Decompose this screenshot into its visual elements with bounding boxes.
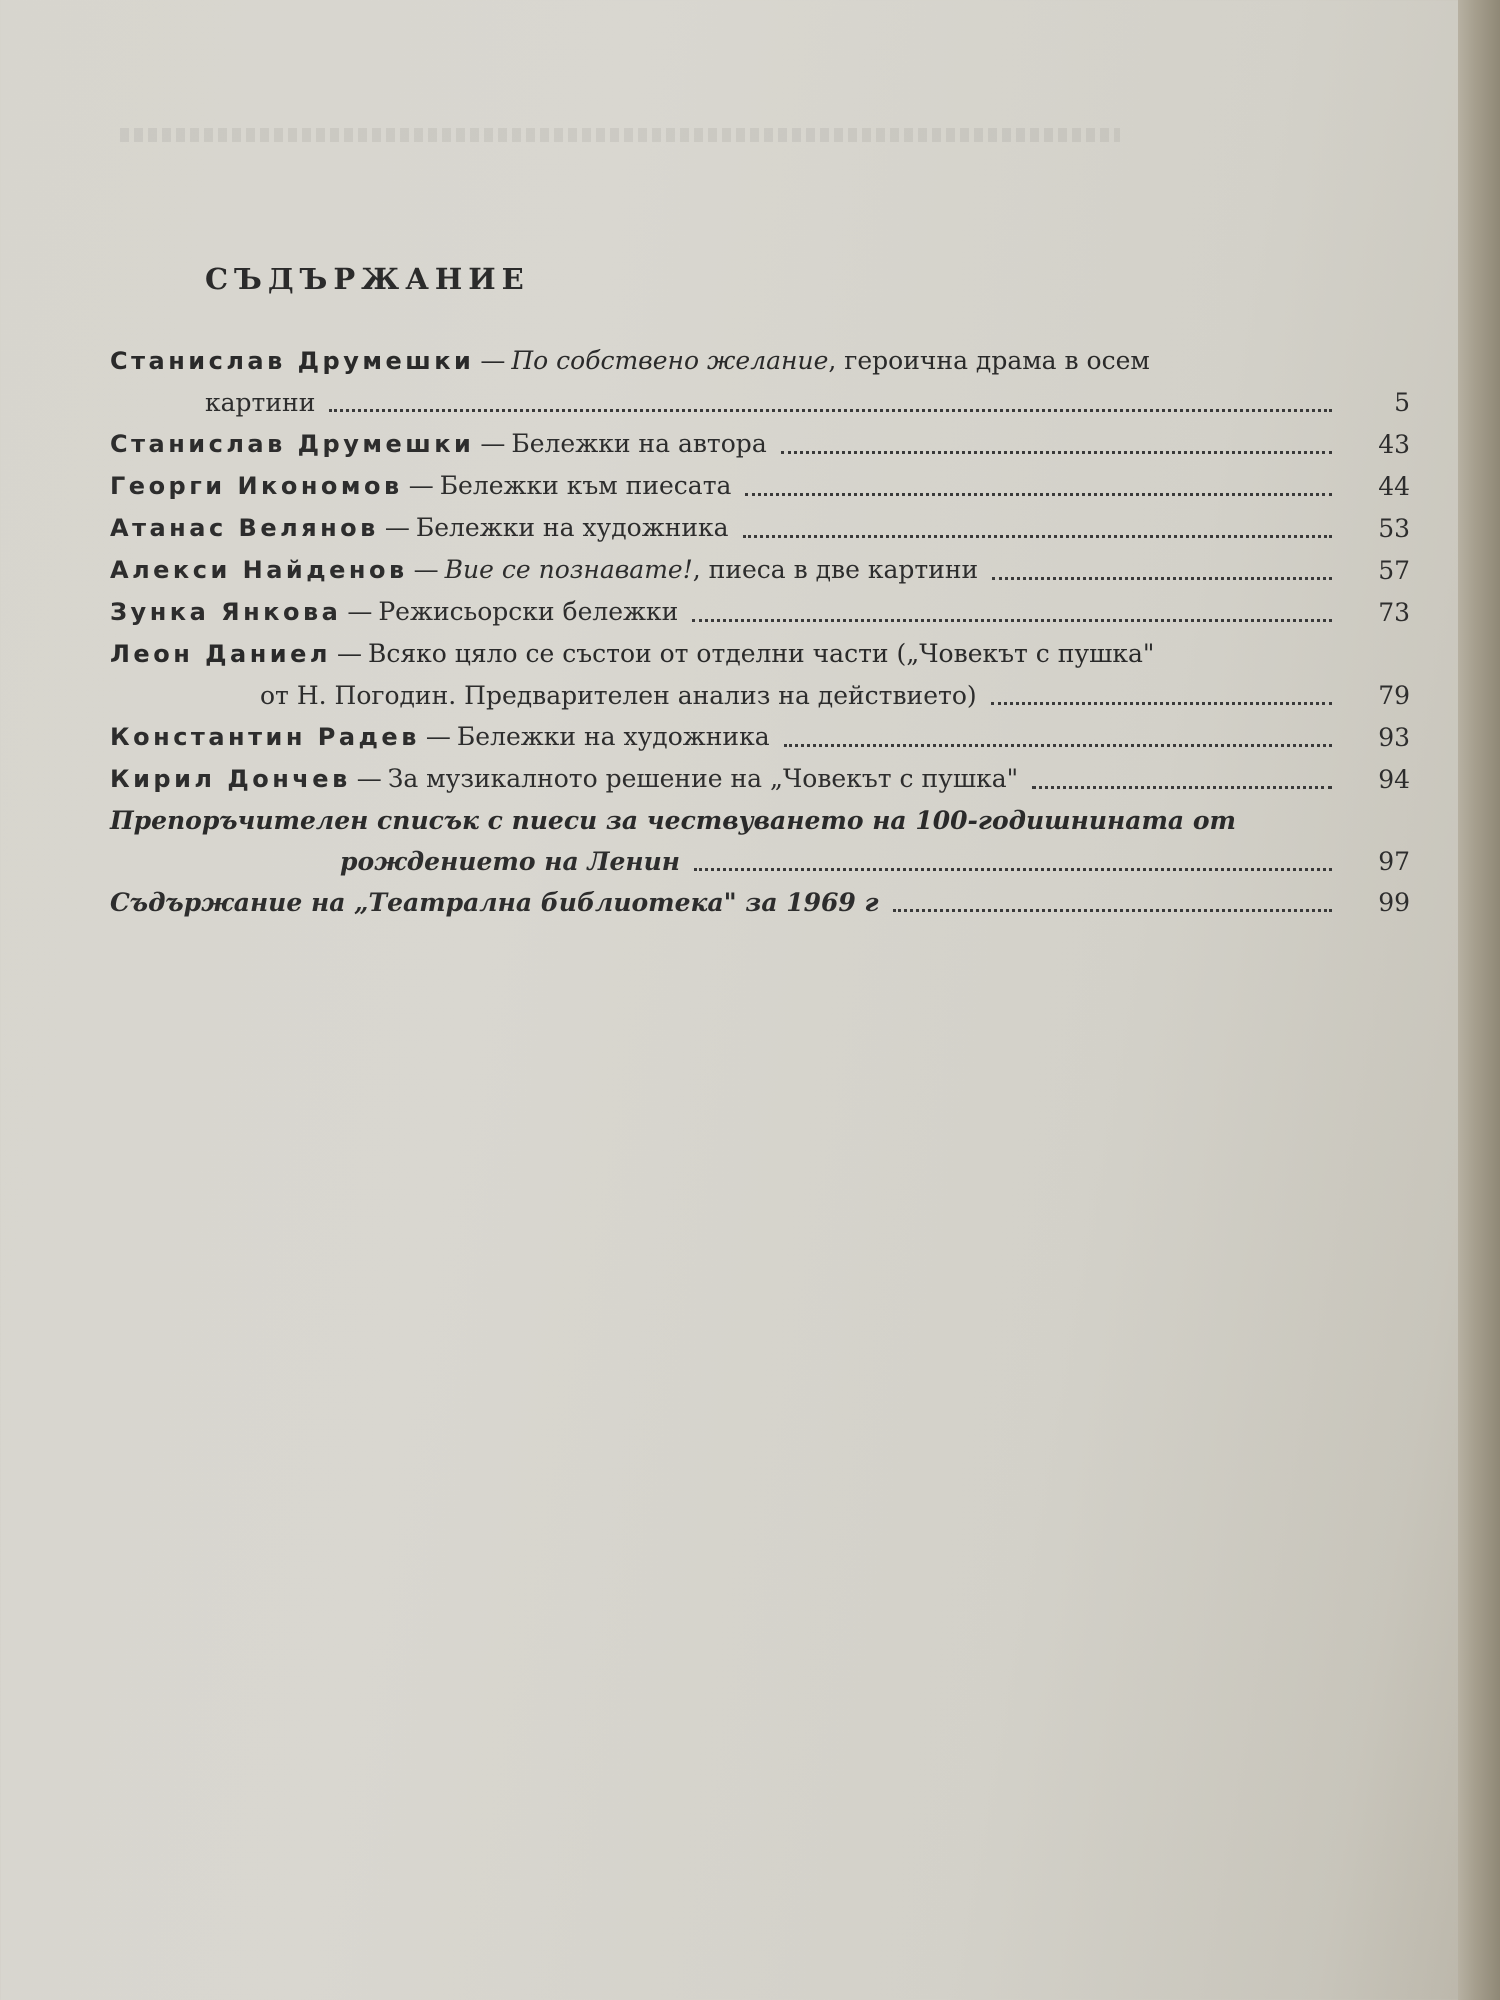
toc-entry-5: [110, 549, 1410, 591]
entry-author: Атанас Велянов: [110, 514, 379, 542]
entry-title-cont: от Н. Погодин. Предварителен анализ на действието): [260, 681, 977, 710]
entry-author: Георги Икономов: [110, 472, 403, 500]
entry-author: Константин Радев: [110, 723, 420, 751]
entry-separator: —: [336, 639, 362, 668]
entry-separator: —: [413, 555, 439, 584]
toc-entry-9: [110, 758, 1410, 800]
entry-title: Бележки на автора: [511, 429, 767, 458]
toc-entry-10-line-1: Препоръчителен списък с пиеси за чествуването на 100-годишнината от: [110, 806, 1236, 835]
entry-separator: —: [347, 597, 373, 626]
entry-subtitle: , героична драма в осем: [828, 346, 1150, 375]
entry-title: Режисьорски бележки: [378, 597, 679, 626]
page-number: 97: [1378, 847, 1410, 876]
page-number: 44: [1378, 472, 1410, 501]
entry-author: Станислав Друмешки: [110, 430, 475, 458]
dot-leader: [893, 909, 1332, 912]
entry-title: Бележки на художника: [415, 513, 729, 542]
entry-title: По собствено желание: [511, 346, 829, 375]
entry-separator: —: [480, 346, 506, 375]
entry-title: Всяко цяло се състои от отделни части („Човекът с пушка": [367, 639, 1155, 668]
entry-title: Бележки към пиесата: [439, 471, 732, 500]
toc-entry-8: [110, 716, 1410, 758]
page-number: 73: [1378, 598, 1410, 627]
dot-leader: [329, 409, 1332, 412]
entry-author: Алекси Найденов: [110, 556, 408, 584]
page-title: СЪДЪРЖАНИЕ: [205, 262, 530, 296]
entry-title: Бележки на художника: [456, 722, 770, 751]
entry-author: Леон Даниел: [110, 640, 331, 668]
dot-leader: [692, 619, 1332, 622]
bleed-through-text: [120, 128, 1120, 142]
page-number: 5: [1394, 388, 1410, 417]
toc-entry-2: [110, 423, 1410, 465]
dot-leader: [694, 868, 1332, 871]
entry-title: Съдържание на „Театрална библиотека" за 1969 г: [110, 888, 879, 917]
dot-leader: [784, 744, 1332, 747]
page-number: 57: [1378, 556, 1410, 585]
entry-subtitle-cont: картини: [205, 388, 316, 417]
dot-leader: [745, 493, 1332, 496]
toc-entry-6: [110, 591, 1410, 633]
toc-entry-7-line-2: [110, 675, 1410, 716]
entry-author: Станислав Друмешки: [110, 347, 475, 375]
dot-leader: [781, 451, 1332, 454]
dot-leader: [1032, 786, 1332, 789]
toc-entry-1-line-2: [110, 382, 1410, 423]
page-number: 93: [1378, 723, 1410, 752]
page-edge-shadow: [1458, 0, 1500, 2000]
entry-author: Кирил Дончев: [110, 765, 351, 793]
entry-title: За музикалното решение на „Човекът с пушка": [387, 764, 1019, 793]
page-number: 53: [1378, 514, 1410, 543]
page-number: 99: [1378, 888, 1410, 917]
table-of-contents: [110, 262, 1410, 923]
dot-leader: [743, 535, 1332, 538]
entry-separator: —: [408, 471, 434, 500]
entry-separator: —: [425, 722, 451, 751]
toc-entry-10-line-2: [110, 841, 1410, 882]
entry-separator: —: [356, 764, 382, 793]
toc-entry-1-line-1: [110, 340, 1410, 382]
entry-title: Вие се познавате!: [444, 555, 693, 584]
page-number: 43: [1378, 430, 1410, 459]
toc-entry-11: [110, 882, 1410, 923]
toc-entry-3: [110, 465, 1410, 507]
toc-entry-7-line-1: [110, 633, 1410, 675]
entry-title-cont: рождението на Ленин: [340, 847, 680, 876]
page-number: 94: [1378, 765, 1410, 794]
toc-entry-4: [110, 507, 1410, 549]
dot-leader: [991, 702, 1332, 705]
entry-author: Зунка Янкова: [110, 598, 342, 626]
entry-subtitle: , пиеса в две картини: [692, 555, 979, 584]
page-number: 79: [1378, 681, 1410, 710]
entry-separator: —: [480, 429, 506, 458]
entry-separator: —: [384, 513, 410, 542]
dot-leader: [992, 577, 1332, 580]
